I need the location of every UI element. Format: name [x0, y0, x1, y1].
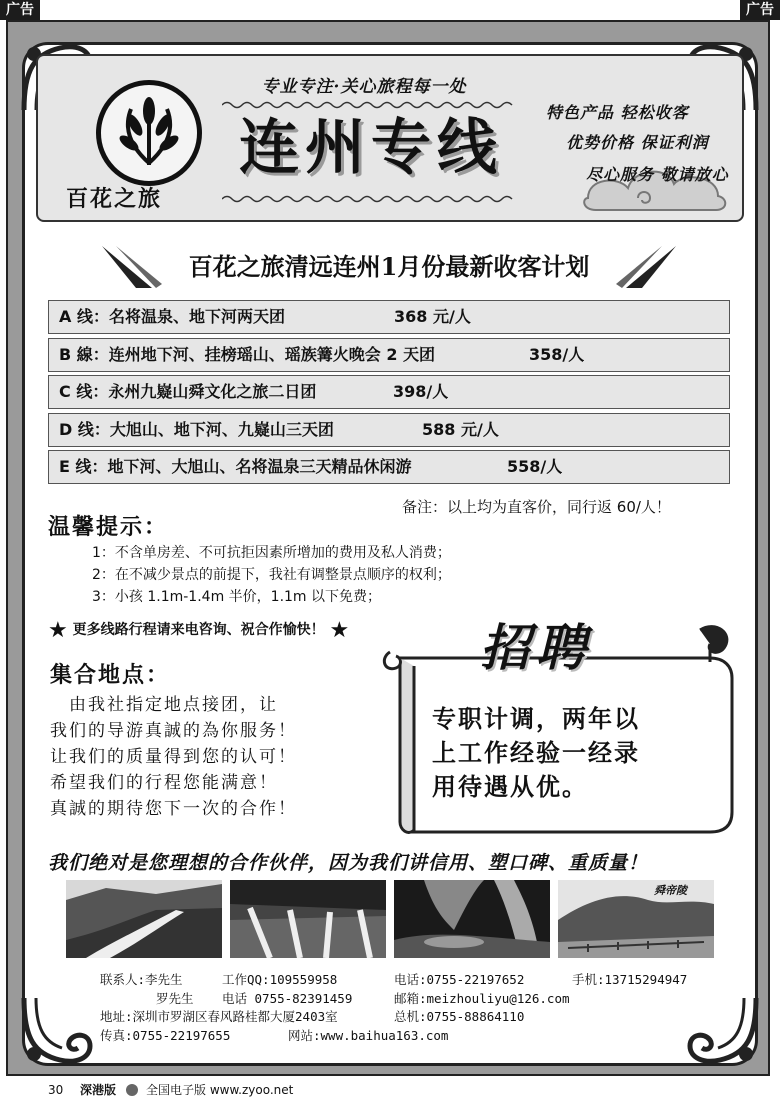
route-name: E 线：地下河、大旭山、名将温泉三天精品休闲游 — [59, 457, 412, 476]
ornament-corner-icon — [20, 994, 94, 1068]
shundi-mausoleum-photo — [558, 880, 714, 958]
route-name: D 线：大旭山、地下河、九嶷山三天团 — [59, 419, 334, 439]
assembly-line: 让我们的质量得到您的认可！ — [50, 747, 297, 767]
recruit-line: 专职计调，两年以 — [432, 705, 640, 733]
wavy-rule-bottom — [222, 194, 516, 204]
route-row — [48, 413, 730, 447]
photo-caption: 舜帝陵 — [654, 884, 687, 897]
brand-title: 连州专线 — [239, 113, 503, 183]
slogan-2: 优势价格 保证利润 — [566, 133, 709, 152]
route-row — [48, 450, 730, 484]
contact-person-2: 罗先生 — [156, 991, 194, 1006]
recruit-text — [432, 702, 722, 804]
route-name: C 线：永州九嶷山舜文化之旅二日团 — [59, 382, 317, 401]
brush-stroke-right-icon — [612, 244, 682, 292]
waterfall-photo — [230, 880, 386, 958]
slogan-3: 尽心服务 敬请放心 — [586, 165, 729, 184]
tips-list — [92, 542, 451, 608]
assembly-line: 真誠的期待您下一次的合作！ — [50, 799, 297, 819]
more-routes-line — [48, 618, 349, 643]
contact-website: 网站:www.baihua163.com — [288, 1028, 449, 1043]
brand-header — [36, 54, 744, 222]
contact-qq: 工作QQ:109559958 — [222, 972, 338, 987]
contact-phone-2: 电话 0755-82391459 — [222, 991, 353, 1006]
tips-heading: 温馨提示： — [48, 515, 169, 540]
logo-emblem-icon — [96, 80, 202, 186]
ad-tag-left: 广告 — [0, 0, 40, 20]
recruit-line: 用待遇从优。 — [432, 773, 588, 801]
contact-person: 联系人:李先生 — [100, 972, 183, 987]
assembly-text — [50, 692, 297, 822]
plan-title: 百花之旅清远连州1月份最新收客计划 — [188, 252, 590, 281]
route-price: 368 元/人 — [394, 307, 471, 326]
route-row — [48, 375, 730, 409]
partner-slogan: 我们绝对是您理想的合作伙伴，因为我们讲信用、塑口碑、重质量！ — [48, 852, 649, 874]
page-number: 30 — [48, 1083, 64, 1097]
ornament-corner-icon — [686, 994, 760, 1068]
tip-item: 1：不含单房差、不可抗拒因素所增加的费用及私人消费； — [92, 545, 451, 561]
slogan-1: 特色产品 轻松收客 — [546, 103, 689, 122]
assembly-line: 希望我们的行程您能满意！ — [50, 773, 278, 793]
tip-item: 3：小孩 1.1m-1.4m 半价，1.1m 以下免费； — [92, 589, 382, 605]
edition-label: 深港版 — [80, 1083, 117, 1097]
contact-mobile: 手机:13715294947 — [572, 972, 688, 987]
star-icon: ★ — [48, 618, 68, 643]
page-footer — [0, 1080, 780, 1100]
recruit-line: 上工作经验一经录 — [432, 739, 640, 767]
plan-title-banner — [96, 244, 682, 292]
star-icon: ★ — [329, 618, 350, 643]
wavy-rule-top — [222, 100, 516, 110]
footer-website: 全国电子版 www.zyoo.net — [146, 1083, 294, 1097]
logo-text: 百花之旅 — [66, 186, 163, 212]
assembly-line: 我们的导游真誠的為你服务！ — [50, 721, 297, 741]
cave-photo — [394, 880, 550, 958]
contact-switchboard: 总机:0755-88864110 — [394, 1009, 525, 1024]
route-name: B 線：连州地下河、挂榜瑶山、瑶族篝火晚会 2 天团 — [59, 344, 436, 364]
tip-item: 2：在不减少景点的前提下，我社有调整景点顺序的权利； — [92, 567, 451, 583]
route-price: 398/人 — [393, 382, 449, 401]
ad-tag-right: 广告 — [740, 0, 780, 20]
contact-fax: 传真:0755-22197655 — [100, 1028, 231, 1043]
route-name: A 线：名将温泉、地下河两天团 — [59, 307, 285, 326]
route-price: 588 元/人 — [422, 419, 499, 439]
river-valley-photo — [66, 880, 222, 958]
more-routes-text: 更多线路行程请来电咨询、祝合作愉快！ — [72, 622, 325, 638]
contact-phone: 电话:0755-22197652 — [394, 972, 525, 987]
assembly-line: 由我社指定地点接团，让 — [50, 695, 278, 715]
route-price: 358/人 — [529, 344, 585, 364]
contact-address: 地址:深圳市罗湖区春风路桂都大厦2403室 — [100, 1009, 338, 1024]
route-list — [48, 300, 730, 488]
recruit-heading: 招聘 — [480, 618, 592, 677]
route-row — [48, 338, 730, 372]
brand-motto: 专业专注·关心旅程每一处 — [261, 77, 467, 97]
edition-badge-icon — [126, 1084, 138, 1096]
route-price: 558/人 — [507, 457, 563, 476]
assembly-heading: 集合地点： — [50, 663, 171, 688]
price-note: 备注：以上均为直客价，同行返 60/人！ — [402, 498, 671, 516]
contact-email: 邮箱:meizhouliyu@126.com — [394, 991, 570, 1006]
route-row — [48, 300, 730, 334]
